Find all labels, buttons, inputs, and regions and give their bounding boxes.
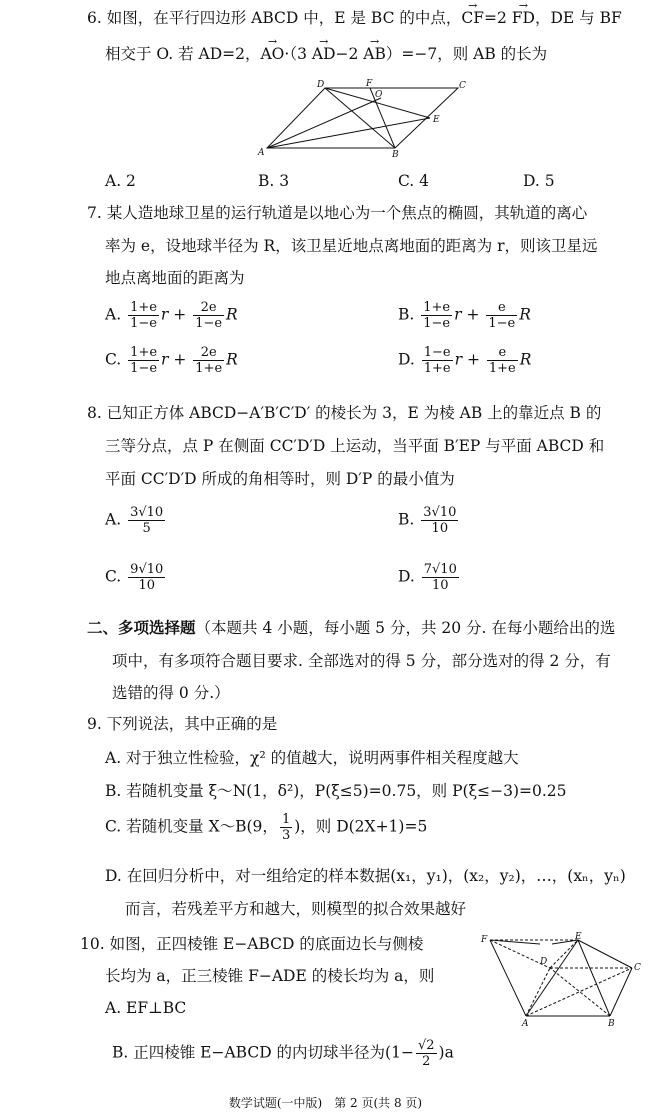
frac-num: 9√10 <box>130 562 164 577</box>
q6-eq: =2 <box>484 9 507 27</box>
vector-ab: → AB <box>363 44 386 64</box>
option-label: D. <box>398 350 415 369</box>
q7-option-a[interactable] <box>105 300 238 331</box>
section-desc: （本题共 4 小题，每小题 5 分，共 20 分. 在每小题给出的选 <box>195 619 616 637</box>
q6-dot: ·（3 <box>284 45 307 63</box>
q8-stem-line3: 平面 CC′D′D 所成的角相等时，则 D′P 的最小值为 <box>105 470 455 488</box>
frac-num: 1−e <box>423 345 451 360</box>
q6-stem-line2 <box>105 44 547 64</box>
frac-den: 1+e <box>423 361 451 376</box>
label-f: F <box>366 79 373 89</box>
q7-option-c[interactable] <box>105 345 238 376</box>
vector-ad: → AD <box>312 44 336 64</box>
fraction <box>416 1038 437 1069</box>
option-label: B. <box>398 510 415 529</box>
frac-num: 1+e <box>130 300 157 315</box>
q9-option-b[interactable]: B. 若随机变量 ξ～N(1，δ²)，P(ξ≤5)=0.75，则 P(ξ≤−3)=0.25 <box>105 782 567 800</box>
term: r + <box>454 350 480 369</box>
option-label: A. <box>105 510 122 529</box>
frac-num: 1+e <box>423 300 451 315</box>
frac-den: 1−e <box>130 361 158 376</box>
q6-line2a: 相交于 O. 若 AD=2， <box>105 45 261 63</box>
q6-minus: −2 <box>335 45 359 63</box>
q6-stem-line1 <box>87 8 622 28</box>
q7-stem-line1: 7. 某人造地球卫星的运行轨道是以地心为一个焦点的椭圆，其轨道的离心 <box>87 204 588 222</box>
q8-stem-line2: 三等分点，点 P 在侧面 CC′D′D 上运动，当平面 B′EP 与平面 ABCD 和 <box>105 437 605 455</box>
q8-option-b[interactable] <box>398 505 460 536</box>
q9-option-a[interactable]: A. 对于独立性检验，χ² 的值越大，说明两事件相关程度越大 <box>105 749 519 767</box>
label-e: E <box>433 115 440 125</box>
q8-option-a[interactable] <box>105 505 167 536</box>
frac-num: e <box>486 300 517 316</box>
fraction <box>280 812 292 843</box>
section-title: 二、多项选择题 <box>87 619 196 637</box>
q10-option-a[interactable]: A. EF⊥BC <box>105 999 187 1017</box>
frac-den: 1−e <box>423 316 451 331</box>
term: r + <box>161 350 187 369</box>
frac-den: 1−e <box>195 316 223 331</box>
q8-stem-line1: 8. 已知正方体 ABCD−A′B′C′D′ 的棱长为 3，E 为棱 AB 上的靠近点 B 的 <box>87 404 602 422</box>
page-footer: 数学试题(一中版) 第 2 页(共 8 页) <box>228 1096 423 1110</box>
q8-option-c[interactable] <box>105 562 167 593</box>
frac-num: 1+e <box>130 345 158 360</box>
q9-option-d[interactable] <box>105 866 626 886</box>
q10-pyramid-figure <box>480 930 645 1028</box>
label-d: D <box>540 957 548 967</box>
frac-den: 10 <box>431 521 449 536</box>
option-label: B. <box>398 305 415 324</box>
frac-den: 3 <box>281 828 291 843</box>
fraction <box>422 345 453 376</box>
option-label: A. <box>105 305 122 324</box>
vector-cf: → CF <box>461 8 484 28</box>
term: r + <box>160 305 187 324</box>
section2-line1 <box>87 618 615 638</box>
q6-text: 6. 如图，在平行四边形 ABCD 中，E 是 BC 的中点， <box>87 9 462 27</box>
frac-den: 1−e <box>130 316 157 331</box>
frac-num: 2e <box>193 300 224 316</box>
section2-line3: 选错的得 0 分.） <box>112 684 230 702</box>
frac-num: 3√10 <box>130 505 164 520</box>
q6-tail2: ）=−7，则 AB 的长为 <box>385 45 548 63</box>
label-d: D <box>317 80 325 90</box>
option-label: C. <box>105 567 122 586</box>
term: r + <box>454 305 480 324</box>
term: R <box>519 305 531 324</box>
q10-option-b[interactable] <box>112 1038 454 1069</box>
q9-option-d-line2: 而言，若残差平方和越大，则模型的拟合效果越好 <box>125 900 467 918</box>
label-b: B <box>608 1019 615 1028</box>
q7-option-b[interactable] <box>398 300 531 331</box>
option-text: C. 若随机变量 X～B(9， <box>105 817 278 836</box>
frac-num: 2e <box>193 345 224 361</box>
label-a: A <box>258 148 265 158</box>
option-text: )，则 D(2X+1)=5 <box>294 817 428 836</box>
q6-option-b[interactable]: B. 3 <box>258 172 290 190</box>
term: R <box>226 350 238 369</box>
frac-den: 5 <box>142 521 151 536</box>
term: R <box>226 305 238 324</box>
q6-tail1: ，DE 与 BF <box>534 9 622 27</box>
frac-den: 1+e <box>488 361 516 376</box>
label-a: A <box>522 1019 529 1028</box>
frac-den: 1−e <box>488 316 516 331</box>
q6-parallelogram-figure <box>255 78 470 158</box>
q9-stem: 9. 下列说法，其中正确的是 <box>87 715 278 733</box>
q7-stem-line3: 地点离地面的距离为 <box>105 269 245 287</box>
fraction <box>486 300 517 331</box>
option-text: B. 正四棱锥 E−ABCD 的内切球半径为(1− <box>112 1043 414 1062</box>
vector-ao: → AO <box>260 44 284 64</box>
fraction <box>128 562 165 593</box>
term: R <box>519 350 532 369</box>
label-c: C <box>634 963 641 973</box>
option-text: )a <box>438 1043 454 1062</box>
option-label: D. <box>398 567 415 586</box>
frac-num: √2 <box>417 1038 435 1053</box>
q10-stem-line1: 10. 如图，正四棱锥 E−ABCD 的底面边长与侧棱 <box>80 935 424 953</box>
option-text: D. 在回归分析中，对一组给定的样本数据(x₁，y₁)，(x₂，y₂)，…，(xₙ，yₙ) <box>105 867 626 885</box>
frac-den: 1+e <box>195 361 223 376</box>
fraction <box>421 300 452 331</box>
q10-stem-line2: 长均为 a，正三棱锥 F−ADE 的棱长均为 a，则 <box>105 967 435 985</box>
frac-den: 2 <box>422 1054 431 1069</box>
fraction <box>193 300 224 331</box>
fraction <box>193 345 224 376</box>
label-e: E <box>575 932 582 942</box>
frac-den: 10 <box>432 578 449 593</box>
frac-num: 7√10 <box>423 562 457 577</box>
fraction <box>487 345 518 376</box>
q6-option-c[interactable]: C. 4 <box>398 172 430 190</box>
q7-stem-line2: 率为 e，设地球半径为 R，该卫星近地点离地面的距离为 r，则该卫星远 <box>105 237 598 255</box>
frac-num: 1 <box>281 812 291 827</box>
q6-option-a[interactable]: A. 2 <box>105 172 136 190</box>
section2-line2: 项中，有多项符合题目要求. 全部选对的得 5 分，部分选对的得 2 分，有 <box>112 652 611 670</box>
label-b: B <box>392 150 399 158</box>
fraction <box>421 505 458 536</box>
label-c: C <box>459 81 466 91</box>
q6-option-d[interactable]: D. 5 <box>523 172 555 190</box>
fraction <box>128 300 159 331</box>
fraction <box>128 505 165 536</box>
label-o: O <box>375 90 383 100</box>
fraction <box>422 562 459 593</box>
fraction <box>128 345 159 376</box>
q9-option-c[interactable] <box>105 812 427 843</box>
frac-num: e <box>487 345 518 361</box>
frac-den: 10 <box>138 578 155 593</box>
q7-option-d[interactable] <box>398 345 531 376</box>
q8-option-d[interactable] <box>398 562 461 593</box>
frac-num: 3√10 <box>423 505 457 520</box>
option-label: C. <box>105 350 122 369</box>
vector-fd: → FD <box>512 8 535 28</box>
label-f: F <box>481 935 488 945</box>
